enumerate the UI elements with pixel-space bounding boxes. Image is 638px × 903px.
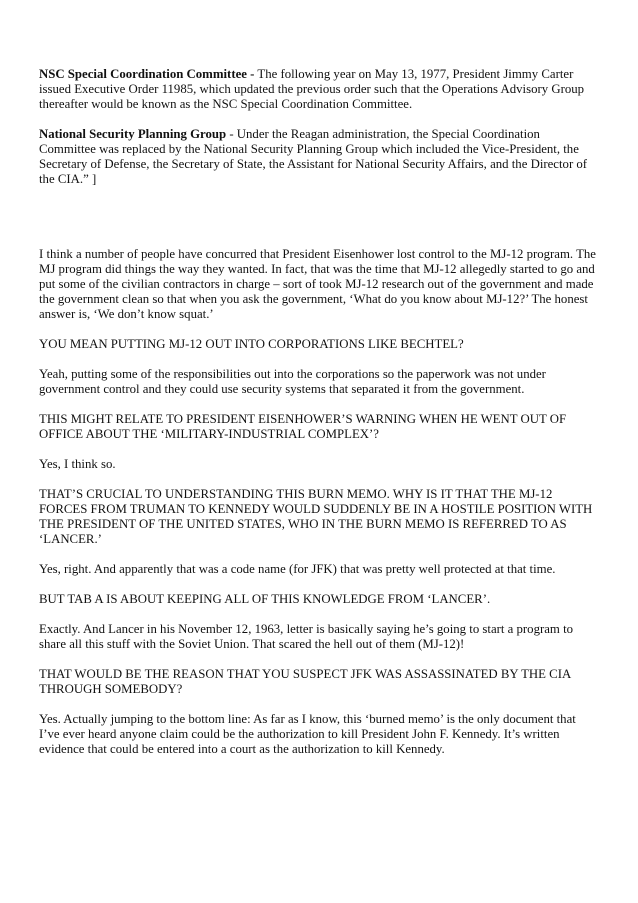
definition-text: - Under the Reagan administration, the Special Coordination Committee was replaced by the National Security Planning Group which included the Vice-President, the Secretary of Defense, the Secretary of State, the Assistant for National Security Affairs, and the Director of the CIA.” ]: [39, 127, 588, 186]
question-paragraph: BUT TAB A IS ABOUT KEEPING ALL OF THIS KNOWLEDGE FROM ‘LANCER’.: [39, 592, 491, 606]
definition-term: National Security Planning Group: [39, 127, 227, 141]
definition-paragraph-nspg: [39, 127, 599, 187]
question-paragraph: YOU MEAN PUTTING MJ-12 OUT INTO CORPORATIONS LIKE BECHTEL?: [39, 337, 464, 351]
question-paragraph: THAT WOULD BE THE REASON THAT YOU SUSPECT JFK WAS ASSASSINATED BY THE CIA THROUGH SOMEBODY?: [39, 667, 571, 696]
answer-paragraph: Yes. Actually jumping to the bottom line: As far as I know, this ‘burned memo’ is the only document that I’ve ever heard anyone claim could be the authorization to kill President John F. Kennedy. It’s written evidence that could be entered into a court as the authorization to kill Kennedy.: [39, 712, 576, 756]
question-paragraph: THIS MIGHT RELATE TO PRESIDENT EISENHOWER’S WARNING WHEN HE WENT OUT OF OFFICE ABOUT THE ‘MILITARY-INDUSTRIAL COMPLEX’?: [39, 412, 567, 441]
document-page: [39, 67, 599, 772]
definition-paragraph-nsc-scc: [39, 67, 599, 112]
answer-paragraph: Yes, right. And apparently that was a code name (for JFK) that was pretty well protected at that time.: [39, 562, 556, 576]
answer-paragraph: Exactly. And Lancer in his November 12, 1963, letter is basically saying he’s going to start a program to share all this stuff with the Soviet Union. That scared the hell out of them (MJ-12)!: [39, 622, 574, 651]
question-paragraph: THAT’S CRUCIAL TO UNDERSTANDING THIS BURN MEMO. WHY IS IT THAT THE MJ-12 FORCES FROM TRUMAN TO KENNEDY WOULD SUDDENLY BE IN A HOSTILE POSITION WITH THE PRESIDENT OF THE UNITED STATES, WHO IN THE BURN MEMO IS REFERRED TO AS ‘LANCER.’: [39, 487, 593, 546]
definition-text: The following year on May 13, 1977, President Jimmy Carter issued Executive Order 11985, which updated the previous order such that the Operations Advisory Group thereafter would be known as the NSC Special Coordination Committee.: [39, 67, 585, 111]
definition-term: NSC Special Coordination Committee -: [39, 67, 255, 81]
answer-paragraph: Yeah, putting some of the responsibilities out into the corporations so the paperwork was not under government control and they could use security systems that separated it from the government.: [39, 367, 546, 396]
answer-paragraph: I think a number of people have concurred that President Eisenhower lost control to the MJ-12 program. The MJ program did things the way they wanted. In fact, that was the time that MJ-12 allegedly started to go and put some of the civilian contractors in charge – sort of took MJ-12 research out of the government and made the government clean so that when you ask the government, ‘What do you know about MJ-12?’ The honest answer is, ‘We don’t know squat.’: [39, 247, 596, 321]
section-spacer: [39, 202, 599, 247]
answer-paragraph: Yes, I think so.: [39, 457, 116, 471]
